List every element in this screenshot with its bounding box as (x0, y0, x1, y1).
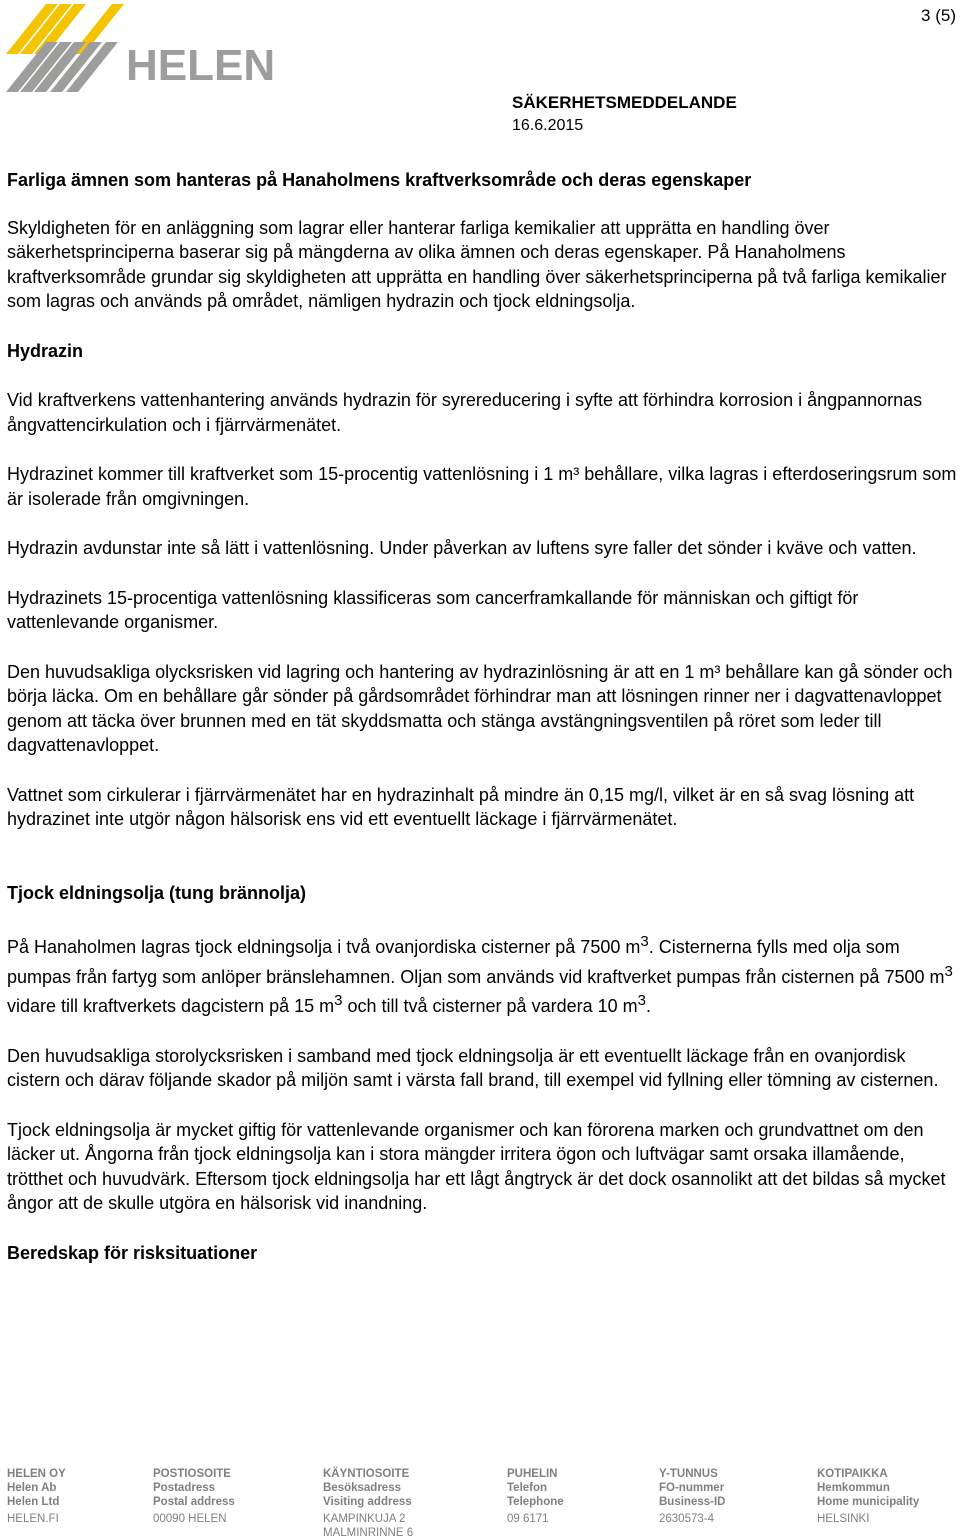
page-title: Farliga ämnen som hanteras på Hanaholmens kraftverksområde och deras egenskaper (7, 170, 752, 190)
hydrazin-paragraph: Hydrazinets 15-procentiga vattenlösning klassificeras som cancerframkallande för människan och giftigt för vattenlevande organismer. (7, 587, 859, 632)
hydrazin-paragraph: Vattnet som cirkulerar i fjärrvärmenätet har en hydrazinhalt på mindre än 0,15 mg/l, vilket är en så svag lösning att hydrazinet inte utgör någon hälsorisk ens vid ett eventuellt läckage i fjärrvärmenätet. (7, 784, 915, 829)
section-heading-hydrazin: Hydrazin (7, 340, 84, 361)
hydrazin-paragraph: Hydrazinet kommer till kraftverket som 15-procentig vattenlösning i 1 m³ behållare, vilka lagras i efterdoseringsrum som är isolerade från omgivningen. (7, 464, 957, 509)
footer-column-company: HELEN OY Helen Ab Helen Ltd HELEN.FI (7, 1468, 66, 1525)
footer-column-business-id: Y-TUNNUS FO-nummer Business-ID 2630573-4 (659, 1468, 726, 1525)
intro-paragraph: Skyldigheten för en anläggning som lagrar eller hanterar farliga kemikalier att upprätta en handling över säkerhetsprinciperna baserar sig på mängderna av olika ämnen och deras egenskaper. På Hanaholmens kraftverksområde grundar sig skyldigheten att upprätta en handling över säkerhetsprinciperna på två farliga kemikalier som lagras och används på området, nämligen hydrazin och tjock eldningsolja. (7, 217, 947, 311)
document-type: SÄKERHETSMEDDELANDE (512, 93, 737, 112)
footer-column-visiting: KÄYNTIOSOITE Besöksadress Visiting address KAMPINKUJA 2 MALMINRINNE 6 (323, 1468, 414, 1539)
hydrazin-paragraph: Vid kraftverkens vattenhantering används hydrazin för syrereducering i syfte att förhindra korrosion i ångpannornas ångvattencirkulation och i fjärrvärmenätet. (7, 390, 923, 435)
footer-column-phone: PUHELIN Telefon Telephone 09 6171 (507, 1468, 564, 1525)
helen-logo-icon (6, 4, 276, 94)
logo-text: HELEN (126, 41, 276, 90)
section-heading-oil: Tjock eldningsolja (tung brännolja) (7, 882, 307, 903)
oil-paragraph: Den huvudsakliga storolycksrisken i samband med tjock eldningsolja är ett eventuellt läckage från en ovanjordisk cistern och därav följande skador på miljön samt i värsta fall brand, till exempel vid fyllning eller tömning av cisternen. (7, 1045, 939, 1090)
document-date: 16.6.2015 (512, 117, 584, 134)
document-body (7, 168, 957, 1265)
page-number: 3 (5) (921, 6, 956, 25)
footer-column-postal: POSTIOSOITE Postadress Postal address 00090 HELEN (153, 1468, 235, 1525)
oil-paragraph: Tjock eldningsolja är mycket giftig för vattenlevande organismer och kan förorena marken och grundvattnet om den läcker ut. Ångorna från tjock eldningsolja kan i stora mängder irritera ögon och luftvägar samt orsaka illamående, trötthet och huvudvärk. Eftersom tjock eldningsolja har ett lågt ångtryck är det dock osannolikt att det bildas så mycket ångor att de skulle utgöra en hälsorisk vid inandning. (7, 1119, 946, 1213)
helen-logo (6, 4, 276, 94)
footer-column-municipality: KOTIPAIKKA Hemkommun Home municipality HELSINKI (817, 1468, 920, 1525)
oil-paragraph-storage: På Hanaholmen lagras tjock eldningsolja i två ovanjordiska cisterner på 7500 $m^3$. Cisternerna fylls med olja som pumpas från fartyg som anlöper bränslehamnen. Oljan som används vid kraftverket pumpas från cisternen på 7500 $m^3$ vidare till kraftverkets dagcistern på 15 $m^3$ och till två cisterner på vardera 10 $m^3$. (7, 933, 953, 1016)
section-heading-beredskap: Beredskap för risksituationer (7, 1242, 258, 1263)
hydrazin-paragraph: Den huvudsakliga olycksrisken vid lagring och hantering av hydrazinlösning är att en 1 m³ behållare kan gå sönder och börja läcka. Om en behållare går sönder på gårdsområdet förhindrar man att lösningen rinner ner i dagvattenavloppet genom att täcka över brunnen med en tät skyddsmatta och stänga avstängningsventilen på röret som leder till dagvattenavloppet. (7, 661, 953, 755)
hydrazin-paragraph: Hydrazin avdunstar inte så lätt i vattenlösning. Under påverkan av luftens syre faller det sönder i kväve och vatten. (7, 538, 917, 558)
